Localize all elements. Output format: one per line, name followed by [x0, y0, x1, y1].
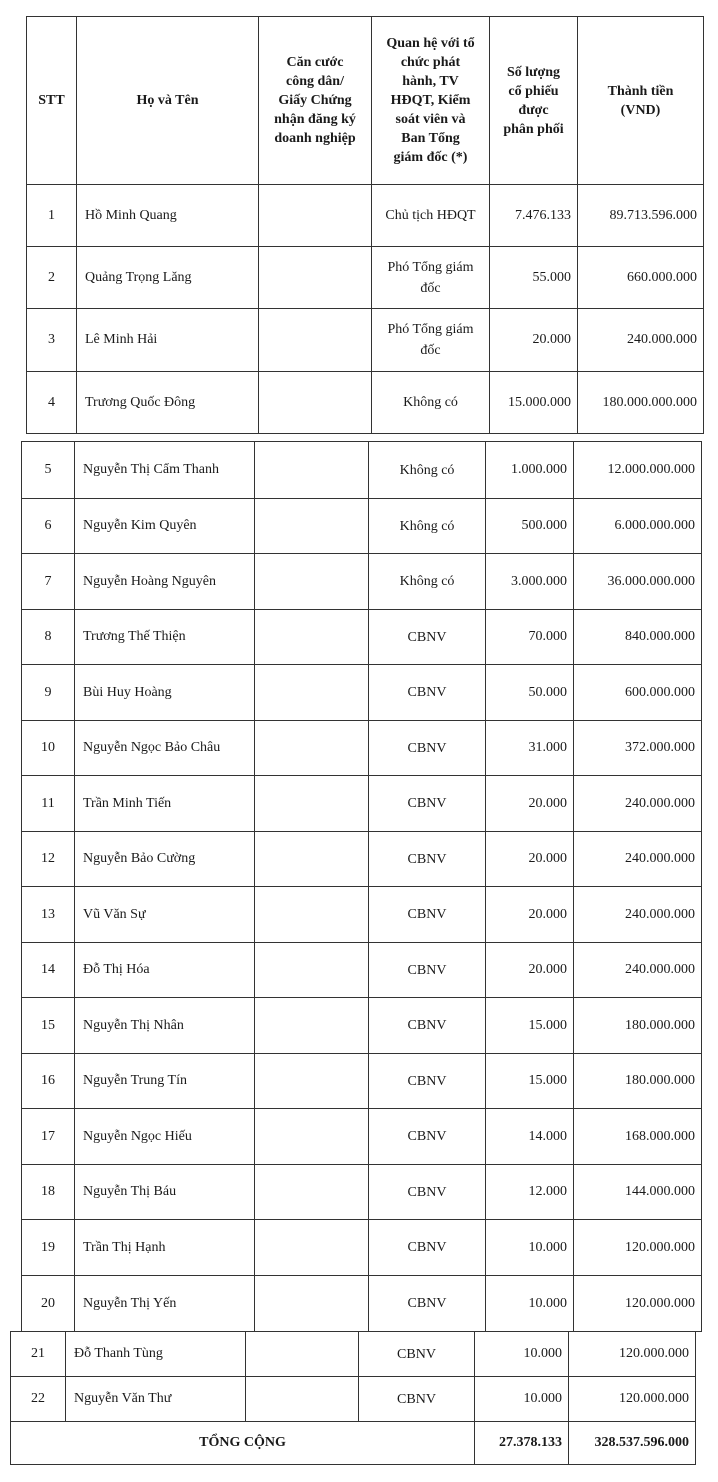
cell-stt: 9 [22, 665, 75, 721]
shares-table-part-2 [21, 441, 702, 1332]
cell-stt: 14 [22, 943, 75, 998]
table-row [22, 943, 702, 998]
total-amount: 328.537.596.000 [569, 1422, 696, 1465]
cell-amount: 168.000.000 [574, 1109, 702, 1165]
cell-name: Nguyễn Ngọc Bảo Châu [75, 721, 255, 776]
table-row [22, 887, 702, 943]
shares-table-part-1 [26, 16, 704, 434]
cell-relation: CBNV [369, 610, 486, 665]
cell-relation: CBNV [369, 1054, 486, 1109]
cell-amount: 120.000.000 [574, 1276, 702, 1332]
cell-shares: 20.000 [486, 887, 574, 943]
cell-relation: CBNV [369, 1165, 486, 1220]
cell-name: Lê Minh Hải [77, 309, 259, 372]
cell-shares: 10.000 [475, 1332, 569, 1377]
cell-id [255, 610, 369, 665]
cell-id [255, 721, 369, 776]
cell-amount: 180.000.000 [574, 998, 702, 1054]
cell-amount: 6.000.000.000 [574, 499, 702, 554]
header-name: Họ và Tên [77, 17, 259, 185]
total-shares: 27.378.133 [475, 1422, 569, 1465]
cell-shares: 10.000 [486, 1276, 574, 1332]
cell-stt: 16 [22, 1054, 75, 1109]
cell-stt: 13 [22, 887, 75, 943]
cell-id [259, 247, 372, 309]
cell-shares: 10.000 [486, 1220, 574, 1276]
table-row [22, 998, 702, 1054]
cell-amount: 240.000.000 [574, 943, 702, 998]
cell-name: Bùi Huy Hoàng [75, 665, 255, 721]
cell-id [255, 499, 369, 554]
cell-name: Trương Quốc Đông [77, 372, 259, 434]
cell-stt: 1 [27, 185, 77, 247]
cell-amount: 372.000.000 [574, 721, 702, 776]
cell-relation: CBNV [369, 998, 486, 1054]
cell-stt: 3 [27, 309, 77, 372]
cell-relation: CBNV [369, 832, 486, 887]
cell-id [259, 185, 372, 247]
cell-id [255, 1276, 369, 1332]
cell-amount: 120.000.000 [574, 1220, 702, 1276]
cell-name: Nguyễn Thị Báu [75, 1165, 255, 1220]
cell-id [259, 372, 372, 434]
cell-name: Nguyễn Thị Cẩm Thanh [75, 442, 255, 499]
cell-id [255, 665, 369, 721]
table-row [27, 309, 704, 372]
cell-relation: Phó Tổng giám đốc [372, 309, 490, 372]
cell-stt: 11 [22, 776, 75, 832]
cell-relation: Phó Tổng giám đốc [372, 247, 490, 309]
cell-shares: 70.000 [486, 610, 574, 665]
cell-shares: 10.000 [475, 1377, 569, 1422]
table-row [22, 776, 702, 832]
table-row [22, 1220, 702, 1276]
cell-name: Trần Thị Hạnh [75, 1220, 255, 1276]
table-row [27, 185, 704, 247]
table-row [27, 372, 704, 434]
cell-stt: 8 [22, 610, 75, 665]
cell-name: Nguyễn Thị Nhân [75, 998, 255, 1054]
cell-amount: 120.000.000 [569, 1332, 696, 1377]
cell-id [255, 832, 369, 887]
cell-stt: 12 [22, 832, 75, 887]
table-header-row [27, 17, 704, 185]
cell-relation: CBNV [369, 665, 486, 721]
cell-id [255, 776, 369, 832]
table-row [22, 610, 702, 665]
cell-name: Hồ Minh Quang [77, 185, 259, 247]
cell-shares: 1.000.000 [486, 442, 574, 499]
table-row [22, 442, 702, 499]
table-row [22, 499, 702, 554]
cell-amount: 240.000.000 [574, 832, 702, 887]
cell-relation: Không có [372, 372, 490, 434]
header-relation: Quan hệ với tổ chức phát hành, TV HĐQT, Kiểm soát viên và Ban Tổng giám đốc (*) [372, 17, 490, 185]
cell-relation: CBNV [369, 1220, 486, 1276]
table-row [22, 1276, 702, 1332]
table-row [27, 247, 704, 309]
cell-amount: 180.000.000.000 [578, 372, 704, 434]
cell-shares: 14.000 [486, 1109, 574, 1165]
cell-stt: 10 [22, 721, 75, 776]
cell-shares: 15.000 [486, 1054, 574, 1109]
cell-id [246, 1377, 359, 1422]
table-row [22, 1165, 702, 1220]
cell-amount: 89.713.596.000 [578, 185, 704, 247]
cell-name: Nguyễn Kim Quyên [75, 499, 255, 554]
cell-stt: 22 [11, 1377, 66, 1422]
cell-shares: 31.000 [486, 721, 574, 776]
cell-amount: 660.000.000 [578, 247, 704, 309]
cell-id [255, 887, 369, 943]
cell-name: Đỗ Thanh Tùng [66, 1332, 246, 1377]
cell-amount: 240.000.000 [574, 887, 702, 943]
cell-shares: 20.000 [490, 309, 578, 372]
cell-relation: CBNV [369, 1276, 486, 1332]
table-row [22, 665, 702, 721]
cell-amount: 840.000.000 [574, 610, 702, 665]
cell-name: Nguyễn Ngọc Hiếu [75, 1109, 255, 1165]
cell-shares: 12.000 [486, 1165, 574, 1220]
cell-id [255, 1109, 369, 1165]
cell-name: Quảng Trọng Lăng [77, 247, 259, 309]
table-row [22, 721, 702, 776]
table-row [11, 1332, 696, 1377]
cell-stt: 15 [22, 998, 75, 1054]
cell-shares: 55.000 [490, 247, 578, 309]
cell-name: Nguyễn Thị Yến [75, 1276, 255, 1332]
cell-amount: 120.000.000 [569, 1377, 696, 1422]
cell-relation: CBNV [369, 887, 486, 943]
cell-amount: 12.000.000.000 [574, 442, 702, 499]
cell-stt: 19 [22, 1220, 75, 1276]
cell-amount: 144.000.000 [574, 1165, 702, 1220]
cell-stt: 17 [22, 1109, 75, 1165]
cell-name: Vũ Văn Sự [75, 887, 255, 943]
cell-stt: 21 [11, 1332, 66, 1377]
cell-stt: 18 [22, 1165, 75, 1220]
cell-relation: CBNV [359, 1377, 475, 1422]
cell-amount: 180.000.000 [574, 1054, 702, 1109]
shares-table-part-3 [10, 1331, 696, 1465]
cell-shares: 15.000 [486, 998, 574, 1054]
cell-id [255, 1054, 369, 1109]
cell-stt: 7 [22, 554, 75, 610]
cell-shares: 500.000 [486, 499, 574, 554]
table-row [11, 1377, 696, 1422]
cell-name: Trương Thế Thiện [75, 610, 255, 665]
cell-shares: 50.000 [486, 665, 574, 721]
table-row [22, 1054, 702, 1109]
cell-id [246, 1332, 359, 1377]
cell-name: Đỗ Thị Hóa [75, 943, 255, 998]
cell-shares: 20.000 [486, 832, 574, 887]
header-id: Căn cước công dân/ Giấy Chứng nhận đăng ký doanh nghiệp [259, 17, 372, 185]
header-shares: Số lượng cổ phiếu được phân phối [490, 17, 578, 185]
cell-amount: 240.000.000 [574, 776, 702, 832]
cell-relation: Chủ tịch HĐQT [372, 185, 490, 247]
cell-name: Trần Minh Tiến [75, 776, 255, 832]
cell-name: Nguyễn Bảo Cường [75, 832, 255, 887]
cell-relation: CBNV [359, 1332, 475, 1377]
cell-name: Nguyễn Văn Thư [66, 1377, 246, 1422]
cell-relation: CBNV [369, 1109, 486, 1165]
cell-stt: 5 [22, 442, 75, 499]
cell-id [255, 1220, 369, 1276]
cell-amount: 240.000.000 [578, 309, 704, 372]
cell-id [255, 1165, 369, 1220]
cell-relation: CBNV [369, 776, 486, 832]
cell-id [259, 309, 372, 372]
cell-relation: CBNV [369, 943, 486, 998]
cell-amount: 36.000.000.000 [574, 554, 702, 610]
cell-relation: Không có [369, 554, 486, 610]
cell-id [255, 442, 369, 499]
cell-relation: Không có [369, 442, 486, 499]
cell-amount: 600.000.000 [574, 665, 702, 721]
cell-shares: 20.000 [486, 776, 574, 832]
cell-relation: Không có [369, 499, 486, 554]
table-row [22, 832, 702, 887]
cell-name: Nguyễn Hoàng Nguyên [75, 554, 255, 610]
cell-id [255, 998, 369, 1054]
table-row [22, 1109, 702, 1165]
cell-shares: 7.476.133 [490, 185, 578, 247]
cell-stt: 6 [22, 499, 75, 554]
cell-shares: 3.000.000 [486, 554, 574, 610]
cell-relation: CBNV [369, 721, 486, 776]
total-row [11, 1422, 696, 1465]
cell-stt: 2 [27, 247, 77, 309]
cell-id [255, 554, 369, 610]
cell-name: Nguyễn Trung Tín [75, 1054, 255, 1109]
cell-shares: 15.000.000 [490, 372, 578, 434]
total-label: TỔNG CỘNG [11, 1422, 475, 1465]
cell-shares: 20.000 [486, 943, 574, 998]
header-amount: Thành tiền (VND) [578, 17, 704, 185]
cell-stt: 20 [22, 1276, 75, 1332]
header-stt: STT [27, 17, 77, 185]
cell-stt: 4 [27, 372, 77, 434]
cell-id [255, 943, 369, 998]
table-row [22, 554, 702, 610]
